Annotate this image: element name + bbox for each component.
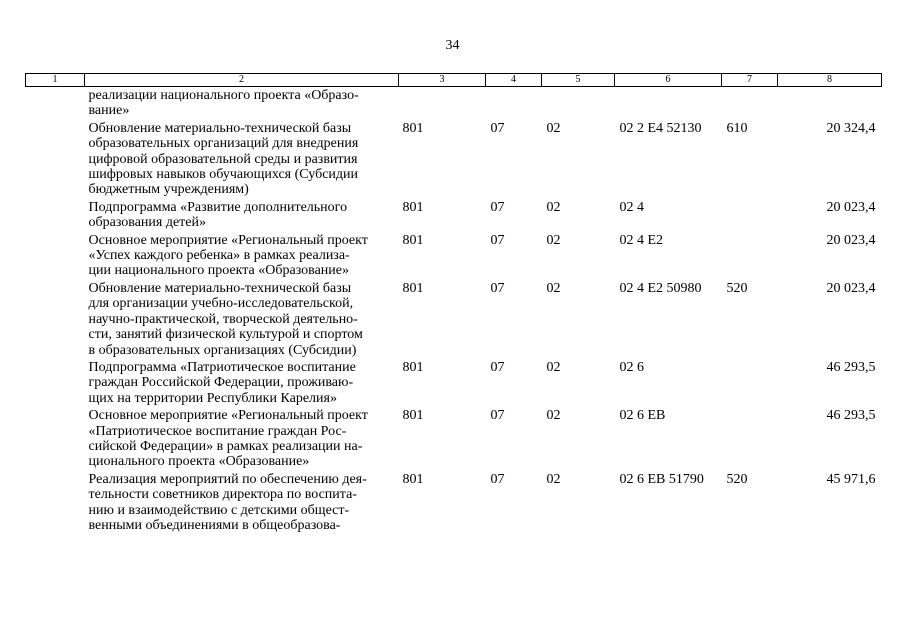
- cell-amount: 46 293,5: [826, 408, 876, 424]
- cell-ministry-code: 801: [402, 280, 424, 296]
- name-line: сти, занятий физической культурой и спортом: [88, 327, 363, 343]
- table-row: [26, 198, 882, 231]
- cell-name: [85, 87, 399, 119]
- table-row: [26, 119, 882, 198]
- cell-target-article: 02 4 Е2 50980: [619, 280, 702, 296]
- name-line: ции национального проекта «Образование»: [88, 263, 349, 279]
- cell-expense-type: 520: [726, 471, 748, 487]
- column-number: 7: [722, 74, 778, 87]
- cell-expense-type: [722, 231, 778, 279]
- column-number: 6: [615, 74, 722, 87]
- cell-index: [26, 198, 85, 231]
- column-number: 8: [778, 74, 882, 87]
- cell-subsection: 02: [546, 471, 561, 487]
- table-header: [26, 74, 882, 87]
- cell-index: [26, 406, 85, 470]
- cell-section: 07: [490, 471, 505, 487]
- name-line: венными объединениями в общеобразова-: [88, 517, 341, 533]
- name-line: в образовательных организациях (Субсидии): [88, 342, 357, 358]
- column-number-row: [26, 74, 882, 87]
- cell-target-article: 02 6: [619, 359, 644, 375]
- table-row: [26, 406, 882, 470]
- cell-subsection: 02: [546, 232, 561, 248]
- column-number: 3: [399, 74, 486, 87]
- column-number: 1: [26, 74, 85, 87]
- cell-index: [26, 470, 85, 534]
- cell-index: [26, 87, 85, 119]
- name-line: для организации учебно-исследовательской,: [88, 296, 354, 312]
- table-row: [26, 470, 882, 534]
- name-line: Подпрограмма «Патриотическое воспитание: [88, 359, 356, 375]
- table-row: [26, 279, 882, 358]
- cell-target-article: 02 6 ЕВ 51790: [619, 471, 704, 487]
- cell-section: 07: [490, 232, 505, 248]
- cell-index: [26, 231, 85, 279]
- column-number: 2: [85, 74, 399, 87]
- budget-table: [25, 73, 882, 533]
- cell-section: 07: [490, 280, 505, 296]
- name-line: щих на территории Республики Карелия»: [88, 390, 337, 406]
- cell-target-article: 02 4 Е2: [619, 232, 664, 248]
- column-number: 4: [486, 74, 542, 87]
- cell-name: [85, 358, 399, 406]
- cell-name: [85, 198, 399, 231]
- table-row: [26, 87, 882, 119]
- name-line: Основное мероприятие «Региональный проект: [88, 408, 368, 424]
- name-line: Подпрограмма «Развитие дополнительного: [88, 199, 348, 215]
- name-line: «Успех каждого ребенка» в рамках реализа-: [88, 248, 350, 264]
- cell-target-article: 02 2 Е4 52130: [619, 120, 702, 136]
- cell-ministry-code: 801: [402, 199, 424, 215]
- cell-target-article: 02 6 ЕВ: [619, 408, 666, 424]
- cell-name: [85, 279, 399, 358]
- name-line: сийской Федерации» в рамках реализации на-: [88, 438, 363, 454]
- name-line: Обновление материально-технической базы: [88, 280, 352, 296]
- cell-ministry-code: 801: [402, 471, 424, 487]
- cell-amount: 46 293,5: [826, 359, 876, 375]
- name-line: Основное мероприятие «Региональный проект: [88, 232, 368, 248]
- cell-name: [85, 231, 399, 279]
- cell-ministry-code: 801: [402, 120, 424, 136]
- cell-expense-type: 610: [726, 120, 748, 136]
- column-number: 5: [542, 74, 615, 87]
- cell-expense-type: [722, 358, 778, 406]
- cell-expense-type: [722, 198, 778, 231]
- cell-ministry-code: [399, 87, 486, 119]
- name-line: вание»: [88, 103, 130, 119]
- table-body: [26, 87, 882, 534]
- table-row: [26, 231, 882, 279]
- cell-index: [26, 119, 85, 198]
- cell-subsection: 02: [546, 199, 561, 215]
- name-line: бюджетным учреждениям): [88, 182, 249, 198]
- cell-target-article: 02 4: [619, 199, 644, 215]
- cell-ministry-code: 801: [402, 232, 424, 248]
- cell-subsection: [542, 87, 615, 119]
- cell-section: 07: [490, 359, 505, 375]
- cell-subsection: 02: [546, 280, 561, 296]
- table-row: [26, 358, 882, 406]
- cell-amount: 20 023,4: [826, 199, 876, 215]
- cell-section: 07: [490, 408, 505, 424]
- cell-section: [486, 87, 542, 119]
- cell-name: [85, 119, 399, 198]
- cell-expense-type: [722, 87, 778, 119]
- cell-ministry-code: 801: [402, 408, 424, 424]
- cell-subsection: 02: [546, 120, 561, 136]
- cell-subsection: 02: [546, 408, 561, 424]
- cell-expense-type: 520: [726, 280, 748, 296]
- cell-target-article: [615, 87, 722, 119]
- name-line: цифровой образовательной среды и развития: [88, 151, 358, 167]
- cell-amount: 45 971,6: [826, 471, 876, 487]
- cell-ministry-code: 801: [402, 359, 424, 375]
- name-line: «Патриотическое воспитание граждан Рос-: [88, 423, 347, 439]
- cell-amount: 20 023,4: [826, 280, 876, 296]
- cell-section: 07: [490, 120, 505, 136]
- cell-name: [85, 406, 399, 470]
- name-line: образования детей»: [88, 215, 207, 231]
- name-line: нию и взаимодействию с детскими общест-: [88, 502, 350, 518]
- cell-subsection: 02: [546, 359, 561, 375]
- cell-index: [26, 279, 85, 358]
- cell-index: [26, 358, 85, 406]
- name-line: Реализация мероприятий по обеспечению дея-: [88, 471, 367, 487]
- name-line: образовательных организаций для внедрения: [88, 136, 359, 152]
- cell-amount: 20 023,4: [826, 232, 876, 248]
- name-line: тельности советников директора по воспита-: [88, 487, 357, 503]
- cell-expense-type: [722, 406, 778, 470]
- cell-amount: 20 324,4: [826, 120, 876, 136]
- name-line: Обновление материально-технической базы: [88, 120, 352, 136]
- cell-amount: [778, 87, 882, 119]
- page-number: 34: [445, 38, 460, 53]
- cell-section: 07: [490, 199, 505, 215]
- cell-name: [85, 470, 399, 534]
- name-line: шифровых навыков обучающихся (Субсидии: [88, 167, 359, 183]
- name-line: ционального проекта «Образование»: [88, 454, 310, 470]
- name-line: граждан Российской Федерации, проживаю-: [88, 375, 354, 391]
- name-line: реализации национального проекта «Образо-: [88, 88, 359, 103]
- name-line: научно-практической, творческой деятельно-: [88, 311, 358, 327]
